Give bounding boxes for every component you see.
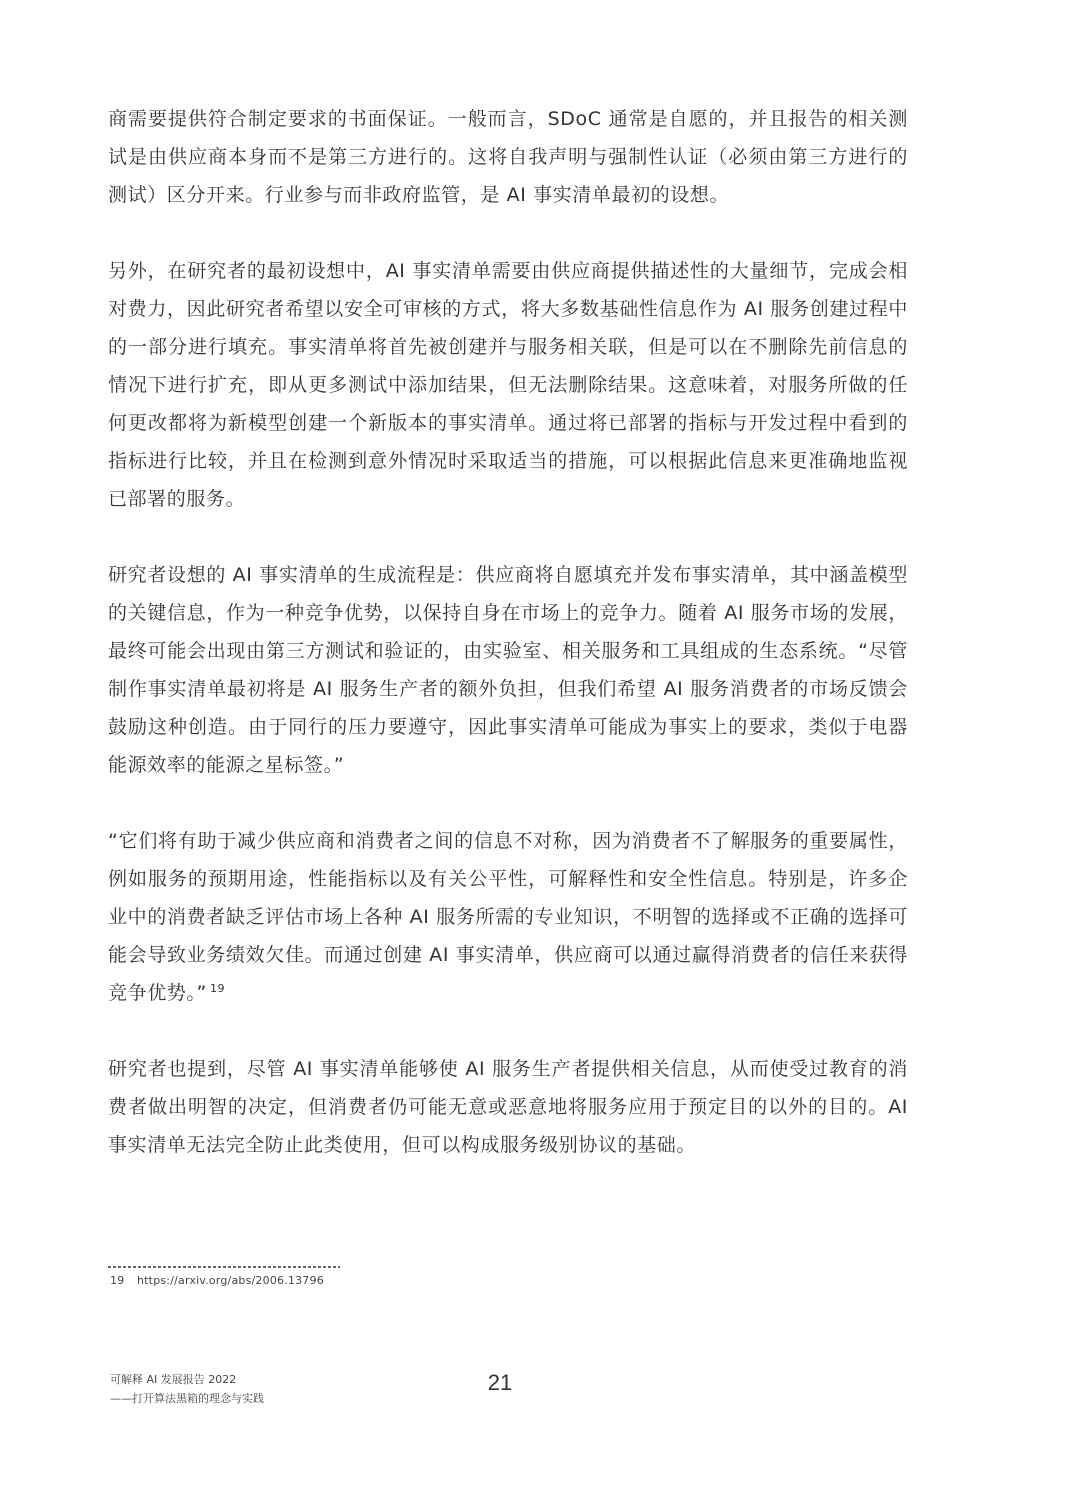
running-footer (110, 1370, 264, 1408)
paragraph-5: 研究者也提到，尽管 AI 事实清单能够使 AI 服务生产者提供相关信息，从而使受过教育的消费者做出明智的决定，但消费者仍可能无意或恶意地将服务应用于预定目的以外的目的。AI 事实清单无法完全防止此类使用，但可以构成服务级别协议的基础。 (108, 1058, 908, 1156)
paragraph-3: 研究者设想的 AI 事实清单的生成流程是：供应商将自愿填充并发布事实清单，其中涵盖模型的关键信息，作为一种竞争优势，以保持自身在市场上的竞争力。随着 AI 服务市场的发展，最终可能会出现由第三方测试和验证的，由实验室、相关服务和工具组成的生态系统。“尽管制作事实清单最初将是 AI 服务生产者的额外负担，但我们希望 AI 服务消费者的市场反馈会鼓励这种创造。由于同行的压力要遵守，因此事实清单可能成为事实上的要求，类似于电器能源效率的能源之星标签。” (108, 564, 908, 776)
footnote-link[interactable]: https://arxiv.org/abs/2006.13796 (137, 1274, 324, 1287)
footnote-number: 19 (110, 1274, 125, 1287)
body-text (108, 100, 908, 1202)
paragraph-1: 商需要提供符合制定要求的书面保证。一般而言，SDoC 通常是自愿的，并且报告的相关测试是由供应商本身而不是第三方进行的。这将自我声明与强制性认证（必须由第三方进行的测试）区分开来。行业参与而非政府监管，是 AI 事实清单最初的设想。 (108, 108, 908, 206)
page-number: 21 (487, 1370, 513, 1395)
paragraph-4-text: “它们将有助于减少供应商和消费者之间的信息不对称，因为消费者不了解服务的重要属性，例如服务的预期用途，性能指标以及有关公平性，可解释性和安全性信息。特别是，许多企业中的消费者缺乏评估市场上各种 AI 服务所需的专业知识，不明智的选择或不正确的选择可能会导致业务绩效欠佳。而通过创建 AI 事实清单，供应商可以通过赢得消费者的信任来获得竞争优势。” (108, 830, 908, 1004)
report-subtitle: ——打开算法黑箱的理念与实践 (110, 1392, 264, 1405)
report-title: 可解释 AI 发展报告 2022 (110, 1373, 237, 1386)
footnote-divider (108, 1266, 340, 1268)
footnote-reference[interactable]: 19 (209, 981, 226, 995)
paragraph-2: 另外，在研究者的最初设想中，AI 事实清单需要由供应商提供描述性的大量细节，完成会相对费力，因此研究者希望以安全可审核的方式，将大多数基础性信息作为 AI 服务创建过程中的一部分进行填充。事实清单将首先被创建并与服务相关联，但是可以在不删除先前信息的情况下进行扩充，即从更多测试中添加结果，但无法删除结果。这意味着，对服务所做的任何更改都将为新模型创建一个新版本的事实清单。通过将已部署的指标与开发过程中看到的指标进行比较，并且在检测到意外情况时采取适当的措施，可以根据此信息来更准确地监视已部署的服务。 (108, 260, 908, 510)
footnote (110, 1274, 324, 1287)
paragraph-4 (108, 822, 908, 1012)
